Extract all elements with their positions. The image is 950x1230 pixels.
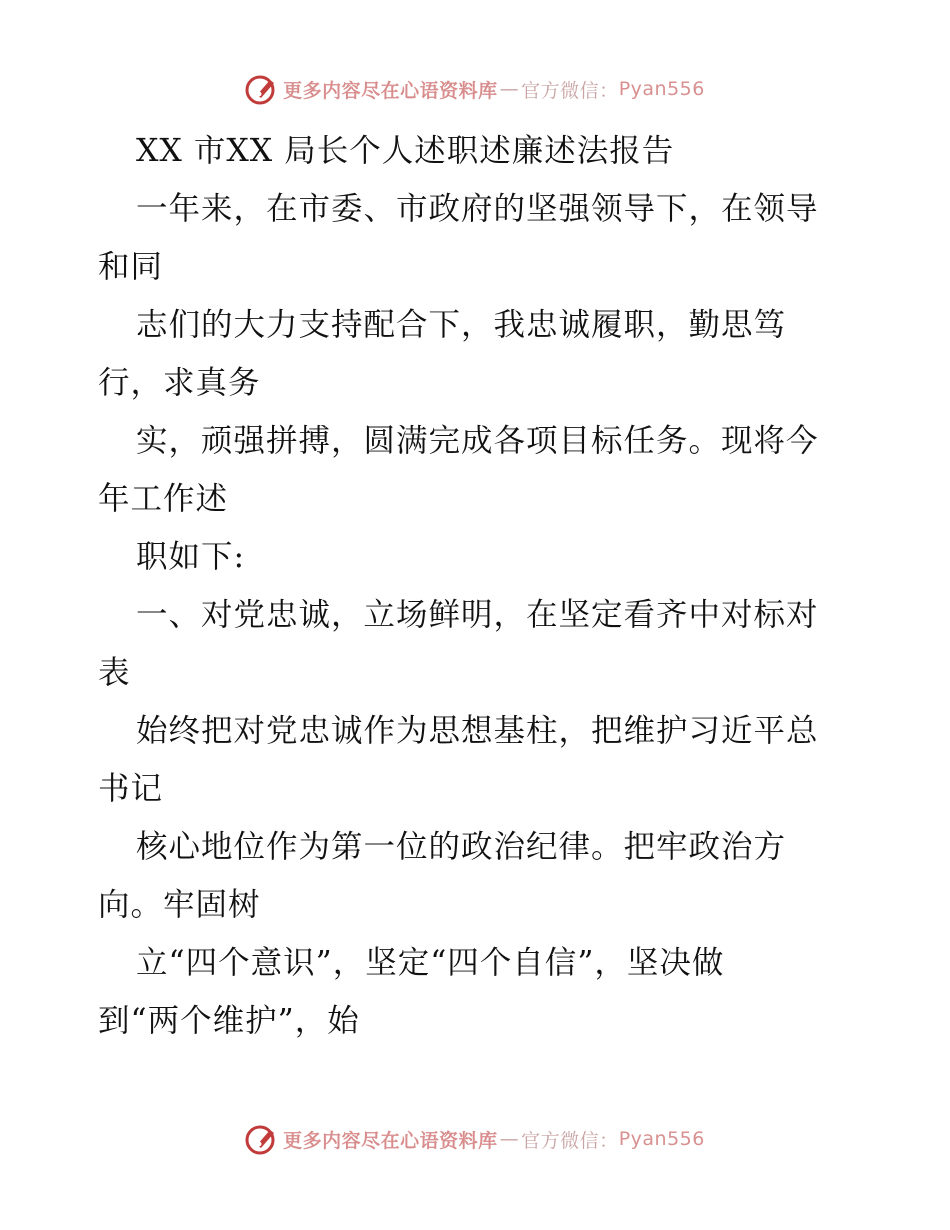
watermark-account: Pyan556 (618, 78, 705, 100)
watermark-brand: 更多内容尽在心语资料库 (283, 79, 498, 102)
section-heading-line: 一、对党忠诚，立场鲜明，在坚定看齐中对标对 (136, 597, 819, 633)
watermark-label: 官方微信： (521, 79, 619, 102)
pen-nib-logo-icon (245, 72, 279, 106)
text-line: 年工作述 (98, 481, 229, 517)
watermark-separator: — (499, 78, 520, 100)
watermark-banner-bottom (0, 1122, 950, 1156)
text-line: 一年来，在市委、市政府的坚强领导下，在领导 (136, 191, 819, 227)
text-line: 立“四个意识”，坚定“四个自信”，坚决做 (136, 945, 725, 981)
text-line: 行，求真务 (98, 365, 261, 401)
text-line: 职如下: (136, 539, 246, 575)
text-line: 和同 (98, 249, 164, 285)
text-line: 核心地位作为第一位的政治纪律。把牢政治方 (136, 829, 787, 865)
text-line: 书记 (98, 771, 164, 807)
text-line: 实，顽强拼搏，圆满完成各项目标任务。现将今 (136, 423, 819, 459)
watermark-account: Pyan556 (618, 1128, 705, 1150)
text-line: 志们的大力支持配合下，我忠诚履职，勤思笃 (136, 307, 787, 343)
pen-nib-logo-icon (245, 1122, 279, 1156)
document-title: XX 市XX 局长个人述职述廉述法报告 (136, 133, 675, 169)
section-heading-line: 表 (98, 655, 131, 691)
watermark-banner-top (0, 72, 950, 106)
watermark-brand: 更多内容尽在心语资料库 (283, 1129, 498, 1152)
watermark-separator: — (499, 1128, 520, 1150)
text-line: 向。牢固树 (98, 887, 261, 923)
watermark-label: 官方微信： (521, 1129, 619, 1152)
text-line: 到“两个维护”，始 (98, 1003, 360, 1039)
document-body (98, 122, 858, 1050)
text-line: 始终把对党忠诚作为思想基柱，把维护习近平总 (136, 713, 819, 749)
